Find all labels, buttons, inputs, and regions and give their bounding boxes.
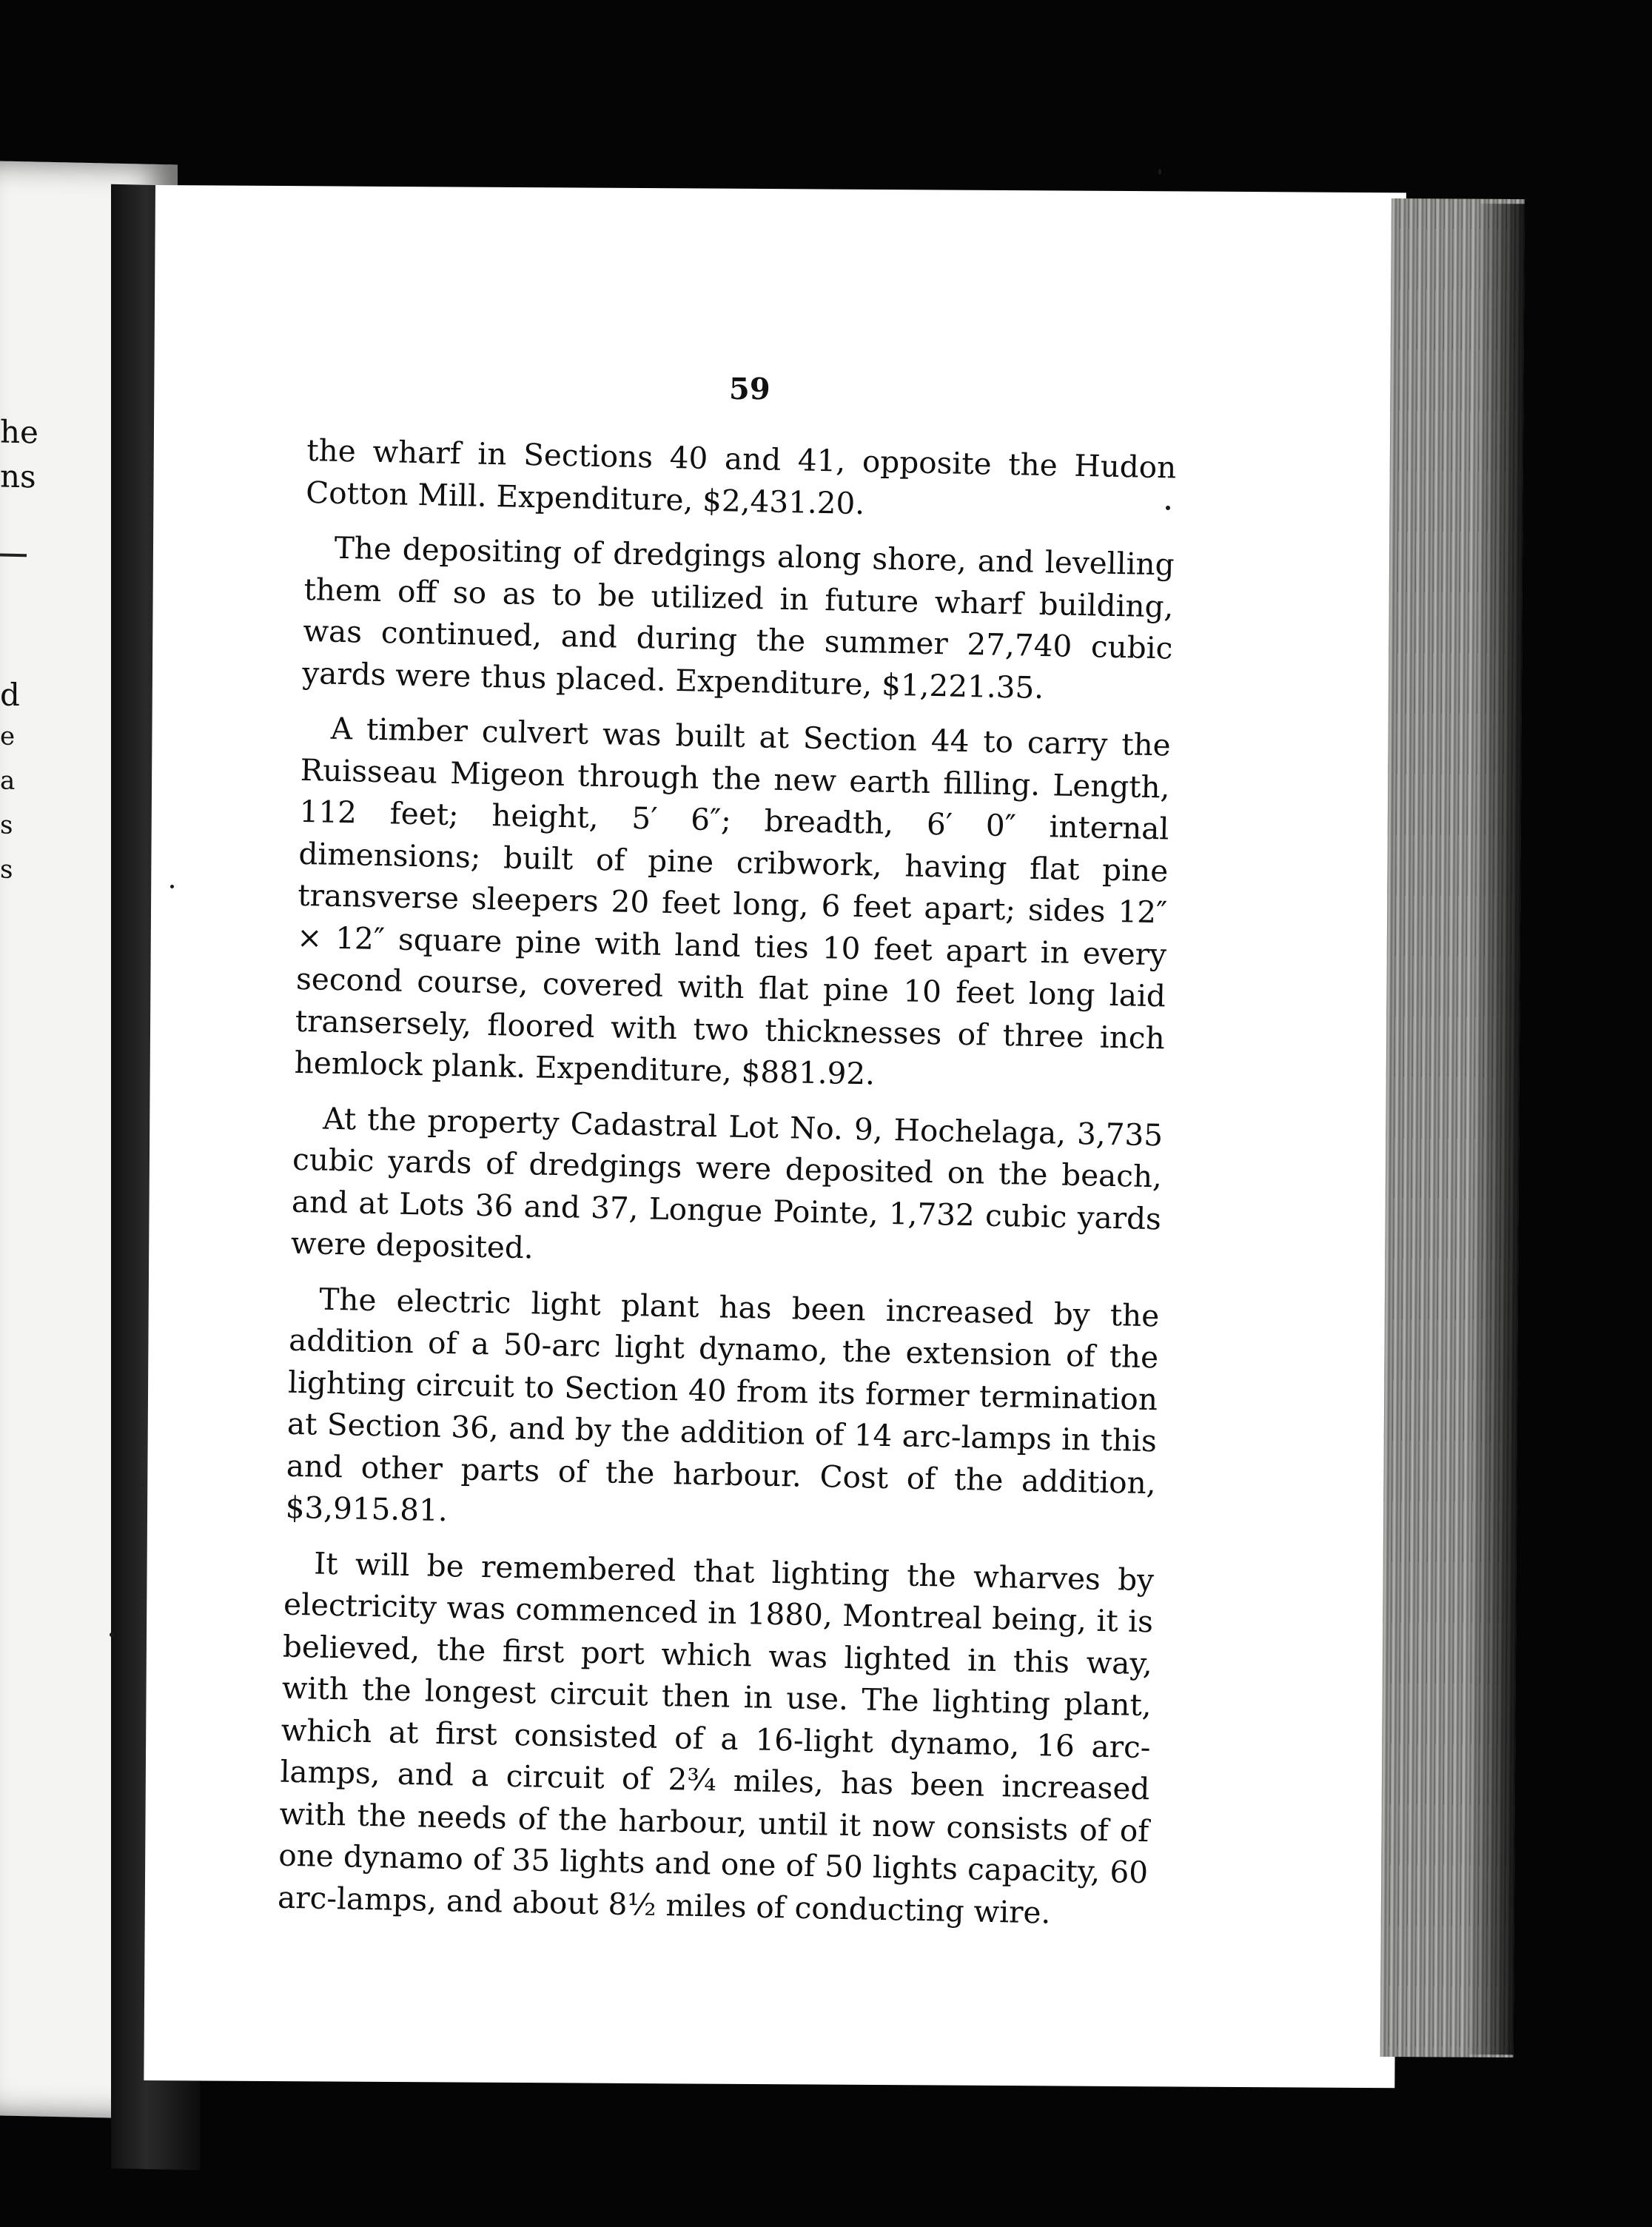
- page-number: 59: [728, 371, 770, 407]
- paragraph: At the property Cadastral Lot No. 9, Hochelaga, 3,735 cubic yards of dredgings were deposited on the beach, and at Lots 36 and 37, Longue Pointe, 1,732 cubic yards were deposited.: [290, 1100, 1164, 1266]
- paragraph: the wharf in Sections 40 and 41, opposite the Hudon Cotton Mill. Expenditure, $2,431.20.: [305, 432, 1177, 521]
- left-page-text-fragment: s: [0, 854, 13, 885]
- left-page-text-fragment: ns: [0, 458, 36, 495]
- paragraph: The depositing of dredgings along shore, and levelling them off so as to be utilized in future wharf building, was continued, and during the summer 27,740 cubic yards were thus placed. Expenditure, $1,221.35.: [301, 529, 1175, 706]
- left-page-text-fragment: d: [0, 676, 20, 714]
- paragraph: A timber culvert was built at Section 44 to carry the Ruisseau Migeon through the new earth filling. Length, 112 feet; height, 5′ 6″; breadth, 6′ 0″ internal dimensions; built of pine cribwork, having flat pine transverse sleepers 20 feet long, 6 feet apart; sides 12″ × 12″ square pine with land ties 10 feet apart in every second course, covered with flat pine 10 feet long laid transersely, floored with two thicknesses of three inch hemlock plank. Expenditure, $881.92.: [294, 710, 1172, 1092]
- page-body-text: [277, 429, 1176, 1949]
- left-page-text-fragment: e: [0, 721, 16, 751]
- paragraph: It will be remembered that lighting the wharves by electricity was commenced in 1880, Montreal being, it is believed, the first port which was lighted in this way, with the longest circuit then in use. The lighting plant, which at first consisted of a 16-light dynamo, 16 arc-lamps, and a circuit of 2¾ miles, has been increased with the needs of the harbour, until it now consists of of one dynamo of 35 lights and one of 50 lights capacity, 60 arc-lamps, and about 8½ miles of conducting wire.: [277, 1544, 1155, 1931]
- left-page-text-fragment: s: [0, 810, 13, 840]
- scan-speck: [170, 885, 174, 888]
- left-page-text-fragment: he: [0, 413, 38, 451]
- scan-speck: [1158, 169, 1161, 175]
- scan-speck: [110, 1632, 114, 1637]
- left-page-rule: [0, 553, 27, 557]
- paragraph: The electric light plant has been increased by the addition of a 50-arc light dynamo, the extension of the lighting circuit to Section 40 from its former termination at Section 36, and by the addition of 14 arc-lamps in this and other parts of the harbour. Cost of the addition, $3,915.81.: [285, 1281, 1160, 1529]
- left-page-text-fragment: a: [0, 766, 16, 796]
- scan-speck: [1166, 506, 1170, 510]
